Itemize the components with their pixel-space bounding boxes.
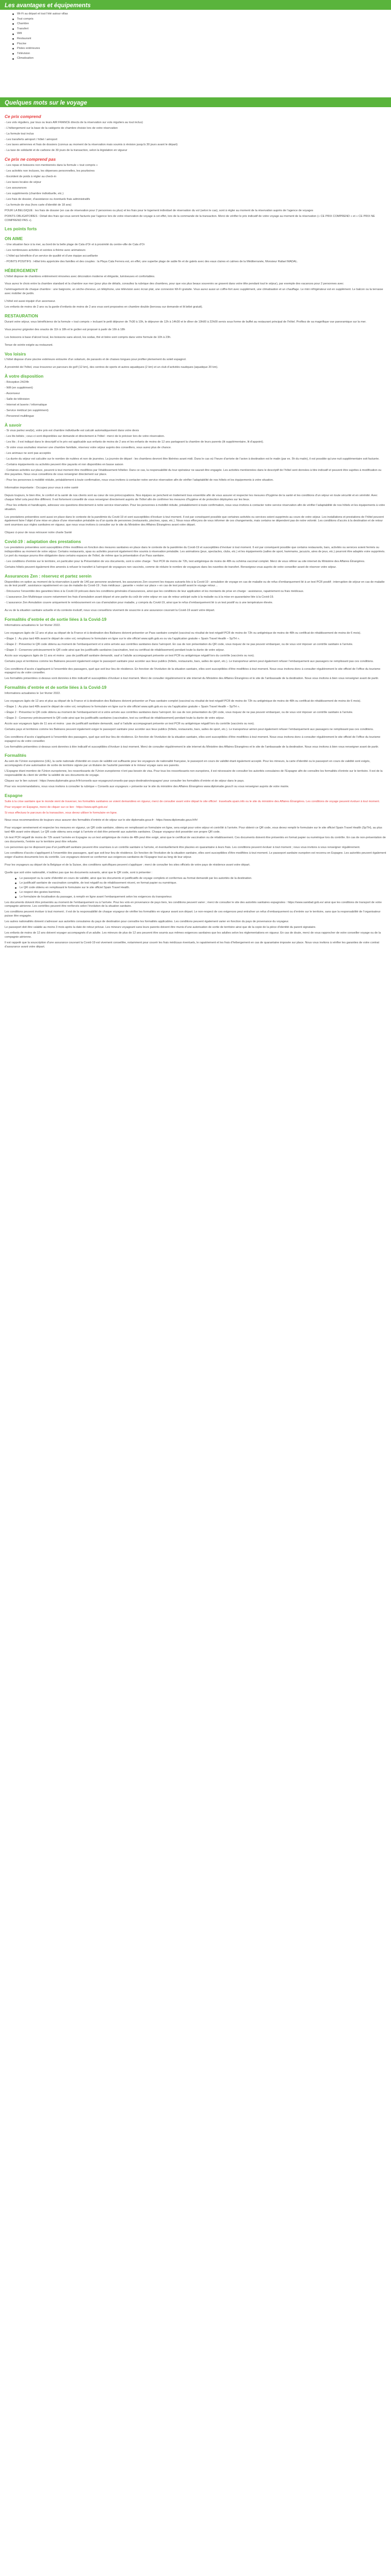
paragraph: Quelle que soit votre nationalité, n’oubliez pas que les documents suivants, ainsi que le QR code, sont à présenter : — [5, 871, 153, 874]
advantages-list — [0, 10, 391, 61]
paragraph: À proximité de l’hôtel, vous trouverez un parcours de golf (12 km), des centres de sports et autres aquatiques (2 km) et un club d’activités nautiques (aquatique 20 km). — [5, 366, 218, 369]
paragraph: - Les suppléments (chambre individuelle, etc.) — [5, 192, 64, 195]
paragraph: - Wifi (en supplément) — [5, 386, 33, 390]
list-item — [15, 877, 386, 881]
paragraph: • Étape 2 : Présentez le QR code obtenu au moment de l’embarquement et à votre arrivée aux contrôles sanitaires dans l’aéroport. En cas de non présentation du QR code, vous risquez de ne pas pouvoir embarquer, ou de vous voir imposer un contrôle sanitaire à l’arrivée. — [5, 642, 353, 646]
bullet-icon — [12, 23, 14, 25]
paragraph: - Les assurances — [5, 186, 27, 190]
bullet-icon — [12, 33, 14, 35]
advantages-header: Les avantages et équipements — [0, 0, 391, 10]
paragraph: Il est rappelé que la souscription d’une assurance couvrant la Covid-19 est vivement conseillée, notamment pour couvrir les frais médicaux éventuels, le rapatriement et les frais d’hébergement en cas de quarantaine imposée sur place. Nous vous invitons à vérifier les garanties de votre contrat d’assurance avant votre départ. — [5, 941, 380, 948]
list-item-text: Le QR code obtenu en remplissant le formulaire sur le site officiel Spain Travel Health. — [20, 886, 130, 889]
paragraph: - Pour les enfants et handicapés, adressez vos questions directement à notre service réservation. Pour les personnes à mobilité réduite, préalablement à toute confirmation, nous vous invitons à contacter notre service réservation afin de vérifier l’adaptabilité de nos hôtels et les équipements à votre situation. — [5, 503, 385, 511]
advantage-item — [12, 17, 391, 22]
paragraph: - Excédent de poids à régler au check-in — [5, 175, 57, 178]
section-subheading: À votre disposition — [5, 374, 44, 379]
paragraph: Pour vos recommandations, nous vous invitons à consulter la rubrique « Conseils aux voyageurs » présente sur le site du ministère des Affaires Étrangères www.diplomatie.gouv.fr ou vous renseigner auprès de votre mairie. — [5, 785, 289, 788]
paragraph: - Les repas et boissons non mentionnés dans la formule « tout compris » — [5, 164, 98, 167]
advantage-label: Chambre — [17, 22, 29, 26]
paragraph: Les enfants de moins de 2 ans ou la garde d’enfants de moins de 2 ans vous sont proposées en chambre double (berceau sur demande et lit bébé gratuit). — [5, 306, 203, 309]
paragraph: - Les taxes aériennes et frais de dossiers (connus au moment de la réservation mais soumis à révision jusqu’à 30 jours avant le départ) — [5, 143, 178, 147]
paragraph: - Ascenseur — [5, 392, 20, 395]
advantage-item — [12, 56, 391, 61]
advantage-item — [12, 42, 391, 47]
notice-paragraph: Pour voyager en Espagne, merci de cliquer sur ce lien : https://www.spth.gob.es/ — [5, 805, 108, 809]
paragraph: - Les nombreuses activités et soirées à thème avec animateurs — [5, 248, 86, 252]
section-subheading: Ce prix comprend — [5, 113, 41, 119]
list-item — [15, 891, 386, 895]
section-subheading: Assurances Zen : réservez et partez serein — [5, 573, 92, 579]
paragraph: - L’hôtel qui bénéficie d’un service de qualité et d’une équipe accueillante — [5, 254, 98, 258]
paragraph: - Les vols réguliers, par tous ou leurs AIR FRANCE directs de la réservation sur vols réguliers au tout inclus) — [5, 121, 143, 124]
section-subheading: ON AIME — [5, 236, 23, 242]
advantage-label: Télévision — [17, 52, 30, 55]
paragraph: Certains hôtels peuvent également être amenés à refuser le transfert à l’aéroport de voyageurs non vaccinés, comme de réduire le nombre de voyageurs dans les navettes de transfert. Renseignez-vous auprès de votre conseiller avant de réserver votre séjour. — [5, 565, 337, 569]
paragraph: Certains pays et territoires comme les Baléares peuvent également exiger le passeport sanitaire pour accéder aux lieux publics (hôtels, restaurants, bars, salles de sport, etc.). Le transporteur aérien peut également refuser l’embarquement aux passagers ne remplissant pas ces conditions. — [5, 659, 374, 663]
paragraph: Information importante : Occupez pour vous à votre santé — [5, 486, 78, 489]
paragraph: - Les conditions d’entrée sur le territoire, en particulier pour la Présentation de vos documents, sont à votre charge : Test PCR de moins de 72h, test antigénique de moins de 48h ou schéma vaccinal complet. Merci de vous référer au site internet du Ministère des Affaires Étrangères. — [5, 560, 365, 563]
paragraph: Informations actualisées le 1er février 2022. — [5, 692, 61, 696]
list-item — [15, 895, 386, 900]
paragraph: Au vu de la situation sanitaire actuelle et du contexte évolutif, nous vous conseillons vivement de souscrire à une assurance couvrant la Covid-19 avant votre départ. — [5, 609, 215, 613]
bullet-icon — [12, 48, 14, 49]
section-subheading: Covid-19 : adaptation des prestations — [5, 539, 81, 545]
advantage-label: Pistes extérieures — [17, 47, 40, 50]
paragraph: - La formule de visa (hors carte d’identité de 18 ans) — [5, 203, 72, 207]
paragraph: - L’hébergement sur la base de la catégorie de chambre choisie lors de votre réservation — [5, 126, 118, 130]
paragraph: Accès aux voyageurs âgés de 11 ans et moins : pas de justificatif sanitaire demandé, sauf si l’adulte accompagnant présente un test PCR ou antigénique négatif lors du contrôle (vaccinés ou non). — [5, 654, 255, 657]
paragraph: Les formalités présentées ci-dessus sont données à titre indicatif et susceptibles d’évoluer à tout moment. Merci de consulter régulièrement le site internet du Ministère des Affaires Étrangères et le site de l’ambassade de la destination. Nous vous invitons à bien vous renseigner avant de partir. — [5, 677, 379, 681]
section-subheading: HÉBERGEMENT — [5, 267, 38, 273]
paragraph: • Étape 2 : Présentez le QR code obtenu au moment de l’embarquement et à votre arrivée aux contrôles sanitaires dans l’aéroport. En cas de non présentation du QR code, vous risquez de ne pas pouvoir embarquer, ou de vous voir imposer un contrôle sanitaire à l’arrivée. — [5, 710, 353, 714]
paragraph: Nous vous recommandons de toujours vous assurer des formalités d’entrée et de séjour sur le site diplomatie.gouv.fr : https://www.diplomatie.gouv.fr/fr/ — [5, 819, 198, 822]
paragraph: L’hôtel dispose de chambres entièrement rénovées avec décoration moderne et élégante, lumineuses et confortables. — [5, 275, 155, 278]
paragraph: - Si vous partez seul(e), votre prix est chambre individuelle est calculé automatiquement dans votre devis — [5, 429, 139, 433]
list-item — [15, 886, 386, 890]
section-subheading: À savoir — [5, 422, 22, 428]
advantage-label: Transfert — [17, 27, 29, 30]
paragraph: Ces conditions d’accès s’appliquent à l’ensemble des passagers, quel que soit leur lieu de résidence. En fonction de l’évolution de la situation sanitaire, elles sont susceptibles d’être modifiées à tout moment. Nous vous invitons donc à consulter régulièrement le site officiel de l’office du tourisme espagnol ou de votre conseiller. — [5, 667, 381, 675]
paragraph: - POINTS POSITIFS : Hôtel très appréciée des familles et des couples : la Playa Cala Ferrera est, en effet, une superbe plage de sable fin et de galets avec des eaux claires et calmes de la Méditerranée, Monsieur Rafael MADAL. — [5, 260, 298, 263]
paragraph: Informations actualisées le 1er février 2022. — [5, 623, 61, 627]
paragraph: POUR LA BELGIQUE : les frais de dossier (en cas de réservation pour 2 personnes ou plus) et les frais pour le logement individuel de réservation du vol (selon le cas), sont à régler au moment de la réservation auprès de l’agence de voyages — [5, 209, 314, 212]
paragraph: Les personnes qui ne disposent pas d’un justificatif sanitaire peuvent être soumises à un contrôle sanitaire à l’arrivée, et éventuellement être placées en quarantaine à leurs frais. Les conditions peuvent évoluer à tout moment ; nous vous invitons à vous renseigner régulièrement. — [5, 846, 361, 850]
paragraph: Vous aurez le choix entre la chambre standard et la chambre vue mer (pour plus de détails, consultez la rubrique des chambres, pour que vos plus beaux souvenirs se gravent dans votre tête pendant tout le séjour), par exemple des vacances pour 2 personnes avec — [5, 282, 344, 286]
paragraph: - La formule tout inclus — [5, 132, 34, 135]
bullet-icon — [12, 38, 14, 40]
advantage-label: Wi-Fi au départ et tout l’été autour villas — [17, 12, 68, 15]
paragraph: - Si votre vous souhaitez réserver une chambre familiale, réservez votre séjour auprès des conseillers, vous aurez plus de chance. — [5, 446, 172, 450]
paragraph: • Étape 1 : Au plus tard 48h avant le départ de votre vol, remplissez le formulaire en ligne sur le site officiel www.spth.gob.es ou via l’application gratuite « Spain Travel Health – SpTH ». — [5, 705, 240, 708]
list-item-text: Le passeport ou la carte d’identité en cours de validité, ainsi que les documents et justificatifs de voyage complets et conformes au format demandé par les autorités de la destination. — [20, 876, 252, 880]
paragraph: - Internet et laverie / informatique — [5, 403, 47, 406]
paragraph: - Service médical (en supplément) — [5, 409, 48, 412]
paragraph: • Étape 1 : Au plus tard 48h avant le départ de votre vol, remplissez le formulaire en ligne sur le site officiel www.spth.gob.es ou via l’application gratuite « Spain Travel Health – SpTH ». — [5, 637, 240, 640]
advantage-label: Wifi — [17, 32, 22, 36]
bullet-icon — [12, 43, 14, 45]
paragraph: - Les transferts aéroport / hôtel / aéroport — [5, 138, 57, 141]
paragraph: Au sein de l’Union européenne (UE), la carte nationale d’identité en cours de validité est suffisante pour les voyageurs de nationalité française, le passeport en cours de validité étant également accepté. Pour les mineurs, la carte d’identité ou le passeport en cours de validité sont exigés, accompagnés d’une autorisation de sortie de territoire signée par un titulaire de l’autorité parentale si le mineur voyage sans ses parents. — [5, 760, 370, 768]
section-subheading: Les points forts — [5, 226, 37, 232]
page-bottom-spacer — [0, 951, 391, 961]
paragraph: Cliquez ci-pour de nous retrouver notre charte Santé — [5, 531, 72, 535]
bullet-icon — [15, 883, 17, 884]
section-subheading: Ce prix ne comprend pas — [5, 157, 56, 162]
paragraph: - Découvrez l’ensemble des garanties liées à la Covid-19 prévues dans les conditions générales d’assurances, ainsi que les conditions de leur application et les montants de prise en charge : assistance, rapatriement ou frais médicaux. — [5, 590, 304, 594]
bullet-icon — [15, 892, 17, 893]
paragraph: - Certaines activités sur place, peuvent à tout moment être modifiées par l’établissement hôtelier. Dans ce cas, la responsabilité du tour opérateur ne saurait être engagée. Les activités mentionnées dans le descriptif de l’hôtel sont données à titre indicatif et peuvent être sujettes à modification ou être payantes. Nous vous conseillons de vous renseigner directement sur place. — [5, 469, 382, 476]
paragraph: L’hôtel dispose d’une piscine extérieure entourée d’un solarium, de parasols et de chaises longues pour profiter pleinement du soleil espagnol. — [5, 358, 187, 362]
advantage-item — [12, 46, 391, 52]
paragraph: Les formalités présentées ci-dessus sont données à titre indicatif et susceptibles d’évoluer à tout moment. Merci de consulter régulièrement le site internet du Ministère des Affaires Étrangères et le site de l’ambassade de la destination. Nous vous invitons à bien vous renseigner avant de partir. — [5, 745, 379, 749]
paragraph: - Les activités non incluses, les dépenses personnelles, les pourboires — [5, 170, 95, 173]
paragraph: - Les lits bébés ; ceux-ci sont disponibles sur demande et directement à l’hôtel : merci de le préciser lors de votre réservation. — [5, 435, 165, 438]
paragraph: Pour voyager sereinement et respecter les mesures en vigueur, un QR code sanitaire, obtenu en remplissant un formulaire en ligne, sera exigé pour votre séjour et contrôlé à l’arrivée. Pour obtenir ce QR code, vous devez remplir le formulaire sur le site officiel Spain Travel Health (SpTH), au plus tard 48h avant votre départ. Le QR code obtenu sera exigé à l’arrivée et doit être présenté aux autorités sanitaires. Chaque voyageur doit posséder son propre QR code. — [5, 826, 382, 834]
paragraph: Le passeport doit être valable au moins 3 mois après la date de retour prévue. Les mineurs voyageant sans leurs parents doivent être munis d’une autorisation de sortie de territoire ainsi que de la copie de la pièce d’identité du parent signataire. — [5, 926, 316, 929]
paragraph: Accès aux voyageurs âgés de 11 ans et moins : pas de justificatif sanitaire demandé, sauf si l’adulte accompagnant présente un test PCR ou antigénique négatif lors du contrôle (vaccinés ou non). — [5, 722, 255, 725]
paragraph: Les enfants de moins de 12 ans doivent voyager accompagnés d’un adulte. Les mineurs de plus de 12 ans peuvent être soumis aux mêmes exigences sanitaires que les adultes selon les réglementations en vigueur. En cas de doute, merci de vous rapprocher de votre conseiller voyage ou de la compagnie aérienne. — [5, 931, 381, 939]
paragraph: Un test PCR négatif de moins de 72h avant l’arrivée en Espagne ou un test antigénique de moins de 48h peut être exigé, ainsi que le certificat de vaccination ou de rétablissement. Ces documents doivent être présentés en format papier ou numérique lors du contrôle. En cas de non-présentation de ces documents, l’entrée sur le territoire peut être refusée. — [5, 836, 386, 844]
paragraph: Les voyageurs âgés de 12 ans et plus au départ de la France et à destination des Baléares doivent présenter un Pass sanitaire complet (vaccinal ou résultat de test négatif PCR de moins de 72h ou antigénique de moins de 48h ou certificat de rétablissement de moins de 6 mois). — [5, 631, 361, 635]
advantage-label: Piscine — [17, 42, 27, 45]
paragraph: Vous pourrez grignoter des snacks de 11h à 18h et le goûter est proposé à partir de 16h à 18h — [5, 328, 125, 331]
paragraph: - Certains équipements ou activités peuvent être payants et non disponibles en basse saison — [5, 463, 123, 467]
notice-paragraph: Si vous effectuez le parcours de la transaction, vous devez utiliser le formulaire en ligne. — [5, 811, 118, 815]
paragraph: - L’assurance Zen Multirisque couvre notamment les frais d’annulation avant départ et une partie du coût de votre séjour en cas de retour anticipé suite à la maladie ou à la mise en quarantaine liée à la Covid-19. — [5, 596, 274, 599]
paragraph: • Étape 3 : Conservez précieusement le QR code ainsi que les justificatifs sanitaires (vaccination, test ou certificat de rétablissement) pendant toute la durée de votre séjour. — [5, 716, 225, 720]
section-subheading: Formalités d’entrée et de sortie liées à la Covid-19 — [5, 685, 107, 690]
paragraph: Les boissons à base d’alcool local, les boissons sans alcool, les sodas, thé et bière sont compris dans votre formule de 10h à 23h. — [5, 335, 171, 339]
notice-paragraph: Suite à la crise sanitaire que le monde vient de traverser, les formalités sanitaires se voient demandées en rigueur, merci de consulter avant votre départ le site officiel : travelsafe.spain.info ou le site du ministère des Affaires Étrangères. Les conditions de voyage peuvent évoluer à tout moment. — [5, 800, 380, 803]
paragraph: POINTS OBLIGATOIRES : Détail des frais qui vous seront facturés par l’agence lors de votre réservation de voyage à cet effet, lors de la commande de la transaction. Merci de vérifier le prix indicatif de votre voyage au moment de la réservation (« CE PRIX COMPREND » et « CE PRIX NE COMPREND PAS »). — [5, 214, 375, 222]
bullet-icon — [12, 13, 14, 15]
bullet-icon — [12, 19, 14, 20]
bullet-icon — [15, 896, 17, 898]
paragraph: Cliquez sur le lien suivant : https://www.diplomatie.gouv.fr/fr/conseils-aux-voyageurs/conseils-par-pays-destination/espagne/ pour consulter les formalités d’entrée et de séjour dans le pays. — [5, 779, 245, 783]
paragraph: Durant votre séjour, vous bénéficierez de la formule « tout compris » incluant le petit déjeuner de 7h30 à 10h, le déjeuner de 12h à 14h30 et le dîner de 19h00 à 22h00 servis sous forme de buffet au restaurant principal de l’hôtel. Profitez de sa magnifique vue panoramique sur la mer. — [5, 320, 367, 324]
list-item-text: Le respect des gestes barrières. — [20, 890, 61, 894]
advantage-item — [12, 31, 391, 37]
paragraph: • Étape 3 : Conservez précieusement le QR code ainsi que les justificatifs sanitaires (vaccination, test ou certificat de rétablissement) pendant toute la durée de votre séjour. — [5, 648, 225, 652]
paragraph: - L’assurance Zen Annulation couvre uniquement le remboursement en cas d’annulation pour maladie, y compris du Covid-19, ainsi que le refus d’embarquement lié à un test positif ou à une température élevée. — [5, 601, 273, 605]
bullet-icon — [15, 878, 17, 879]
bullet-icon — [12, 58, 14, 60]
section-subheading: Formalités — [5, 753, 26, 758]
paragraph: - Les frais de dossier, d’assistance ou éventuels frais administratifs — [5, 197, 90, 201]
paragraph: - Pour les personnes à mobilité réduite, préalablement à toute confirmation, nous vous invitons à contacter notre service réservation afin de vérifier l’adaptabilité de nos hôtels et les équipements à votre situation. — [5, 478, 274, 482]
paragraph: Certains pays et territoires comme les Baléares peuvent également exiger le passeport sanitaire pour accéder aux lieux publics (hôtels, restaurants, bars, salles de sport, etc.). Le transporteur aérien peut également refuser l’embarquement aux passagers ne remplissant pas ces conditions. — [5, 727, 374, 731]
practical-content — [0, 107, 391, 950]
bullet-icon — [15, 887, 17, 889]
paragraph: L’Espagne étant membre de l’Union européenne, les ressortissants de l’Union européenne n’ont pas besoin de visa. Pour tous les ressortissants non européens, il est nécessaire de consulter les autorités consulaires de l’Espagne afin de connaître les formalités d’entrée sur le territoire. Il est de la responsabilité du client de vérifier la validité de ses documents de voyage. — [5, 770, 383, 777]
list-item-text: Le justificatif sanitaire de vaccination complète, de test négatif ou de rétablissement récent, en format papier ou numérique. — [20, 881, 177, 885]
list-item-text: Le formulaire de localisation du passager, à remplir en ligne avant l’embarquement selon les exigences du transporteur. — [20, 895, 172, 899]
paragraph: - Les lits ; il est indiqué dans le descriptif si le prix est applicable aux enfants de moins de 2 ans et les enfants de moins de 12 ans partageant la chambre de leurs parents (lit supplémentaire, lit d’appoint). — [5, 440, 264, 444]
section-subheading: Formalités d’entrée et de sortie liées à la Covid-19 — [5, 617, 107, 622]
paragraph: Disponibles en option au moment de la réservation à partir de 14€ par personne seulement, les assurances Zen couvrent les risques suivants liés à la Covid-19 : annulation de voyage en cas de maladie ou de refus d’embarquement lié à un test PCR positif ; interruption de séjour en cas de maladie ou de test positif ; assistance rapatriement en cas de maladie du Covid-19 ; frais médicaux ; garantie « rester sur place » en cas de test positif avant le voyage retour… — [5, 580, 385, 588]
paragraph: Les documents doivent être présentés au moment de l’embarquement ou à l’arrivée. Pour les vols en provenance de pays tiers, les conditions peuvent varier ; merci de consulter le site des autorités sanitaires espagnoles : https://www.sanidad.gob.es/ ainsi que les conditions de transport de votre compagnie aérienne. Les contrôles peuvent être renforcés selon l’évolution de la situation sanitaire. — [5, 901, 382, 908]
paragraph: - Réception 24/24h — [5, 381, 29, 384]
advantage-item — [12, 12, 391, 17]
advantage-label: Climatisation — [17, 57, 34, 60]
paragraph: Les conditions peuvent évoluer à tout moment ; il est de la responsabilité de chaque voyageur de vérifier les formalités en vigueur avant son départ. Le non-respect de ces exigences peut entraîner un refus d’embarquement ou d’entrée sur le territoire, sans que la responsabilité de l’organisateur puisse être engagée. — [5, 910, 381, 918]
paragraph: Les conditions d’accès s’appliquent à l’ensemble des passagers, quel que soit leur lieu de résidence. En fonction de l’évolution de la situation sanitaire, elles sont susceptibles d’être modifiées à tout moment. Le passeport sanitaire européen est reconnu en Espagne. Les autorités peuvent également exiger d’autres documents lors du contrôle. Les voyageurs doivent se conformer aux exigences sanitaires de l’Espagne tout au long de leur séjour. — [5, 852, 386, 859]
paragraph: Ces conditions d’accès s’appliquent à l’ensemble des passagers, quel que soit leur lieu de résidence. En fonction de l’évolution de la situation sanitaire, elles sont susceptibles d’être modifiées à tout moment. Nous vous invitons donc à consulter régulièrement le site officiel de l’office du tourisme espagnol ou de votre conseiller. — [5, 735, 381, 743]
page — [0, 0, 391, 961]
bullet-icon — [12, 53, 14, 55]
paragraph: Les voyageurs âgés de 12 ans et plus au départ de la France et à destination des Baléares doivent présenter un Pass sanitaire complet (vaccinal ou résultat de test négatif PCR de moins de 72h ou antigénique de moins de 48h ou certificat de rétablissement de moins de 6 mois). — [5, 700, 361, 703]
section-subheading: RESTAURATION — [5, 313, 38, 319]
paragraph: Depuis toujours, le bien être, le confort et la santé de nos clients sont au cœur de nos préoccupations. Nos équipes se penchent en traitement tous ensemble afin de vous assurer et respecter les mesures d’hygiène de la santé et les conditions d’un séjour en toute sécurité et en sérénité. Avec chaque hôtel cela peut être différent. Il est fortement conseillé de vous renseigner directement auprès de l’hôtel afin de confirmer les mesures d’hygiène et de protection déployées sur les lieux. — [5, 494, 378, 501]
advantage-item — [12, 52, 391, 57]
advantage-label: Tout compris — [17, 17, 34, 21]
paragraph: - Les taxes locales de séjour — [5, 180, 41, 184]
section-subheading: Vos loisirs — [5, 351, 26, 357]
paragraph: - Salle de télévision — [5, 397, 30, 401]
paragraph: Les prestations présentées sont aussi en place dans le contexte de la pandémie du Covid-19 et sont susceptibles d’évoluer à tout moment. Il est par conséquent possible que certaines activités ou services soient supprimés au cours de votre séjour. Les installations et prestations de l’hôtel peuvent également faire l’objet d’une mise en place d’une réservation préalable ou d’un quota de personnes (restaurants, piscines, spas, etc.). Nous nous efforçons de vous informer de ces changements, mais certains ne dépendent pas de notre volonté. Les conditions d’accès à la destination et de retour sont soumises aux règles sanitaires en vigueur, que nous vous invitons à consulter sur le site du Ministère des Affaires Étrangères avant votre départ. — [5, 515, 384, 527]
bullet-list — [5, 877, 386, 900]
paragraph: Tenue de soirée exigée au restaurant. — [5, 343, 53, 347]
paragraph: Les autres nationalités doivent s’adresser aux autorités consulaires du pays de destination pour connaître les formalités applicables. Les conditions peuvent également varier en fonction du pays de provenance du voyageur. — [5, 920, 289, 924]
advantage-item — [12, 37, 391, 42]
advantage-label: Restaurant — [17, 37, 31, 40]
paragraph: Les prestations présentées sont susceptibles d’être modifiées en fonction des mesures sanitaires en place dans le contexte de la pandémie du Covid-19 et susceptibles d’évoluer à tout moment. Il est par conséquent possible que certains restaurants, bars, activités ou services soient fermés ou indisponibles au moment de votre séjour. Certains restaurants, spas ou activités pourront également être soumis à réservation préalable. Les animations (jeux, spectacles, clubs, etc.) et les équipements (salles de sport, hammams, jacuzzis, aires de jeux, etc.) pourront être adaptés voire supprimés. Le port du masque pourra être obligatoire dans certains espaces de l’hôtel, de même que la présentation d’un Pass sanitaire. — [5, 546, 385, 557]
paragraph: Pour les voyageurs au départ de la Belgique et de la Suisse, des conditions spécifiques peuvent s’appliquer ; merci de consulter les sites officiels de votre pays de résidence avant votre départ. — [5, 863, 250, 867]
paragraph: - Une situation face à la mer, au bord de la belle plage de Cala d’Or et à proximité du centre-ville de Cala d’Or — [5, 243, 145, 246]
paragraph: - Les animaux ne sont pas acceptés — [5, 452, 51, 455]
paragraph: L’hôtel est aussi équipé d’un ascenseur. — [5, 300, 56, 303]
paragraph: - Personnel multilingue — [5, 414, 34, 418]
paragraph: - La taxe de solidarité et de carbone de 30 jours de la transaction, selon la législation en vigueur — [5, 149, 127, 152]
advantage-item — [12, 22, 391, 27]
practical-header: Quelques mots sur le voyage — [0, 97, 391, 107]
list-item — [15, 882, 386, 886]
section-subheading: Espagne — [5, 792, 23, 798]
advantage-item — [12, 27, 391, 32]
paragraph: l’aménagement de chaque chambre : une baignoire, un sèche-cheveux, un téléphone, une télévision avec écran plat, une connexion Wi-Fi gratuite. Vous aurez aussi un coffre-fort avec supplément, une climatisation et un chauffage. Le mini réfrigérateur est en supplément. Le balcon ou la terrasse avec mobilier de jardin. — [5, 288, 383, 296]
paragraph: - La durée du séjour est calculée sur le nombre de nuitées et non de journées. La journée de départ : les chambres devront être libérées avant midi. Dans le cas où l’heure d’arrivée de l’avion à destination est le matin (par ex. 5h du matin), il est possible qu’une nuit supplémentaire soit facturée. — [5, 457, 380, 461]
bullet-icon — [12, 28, 14, 30]
